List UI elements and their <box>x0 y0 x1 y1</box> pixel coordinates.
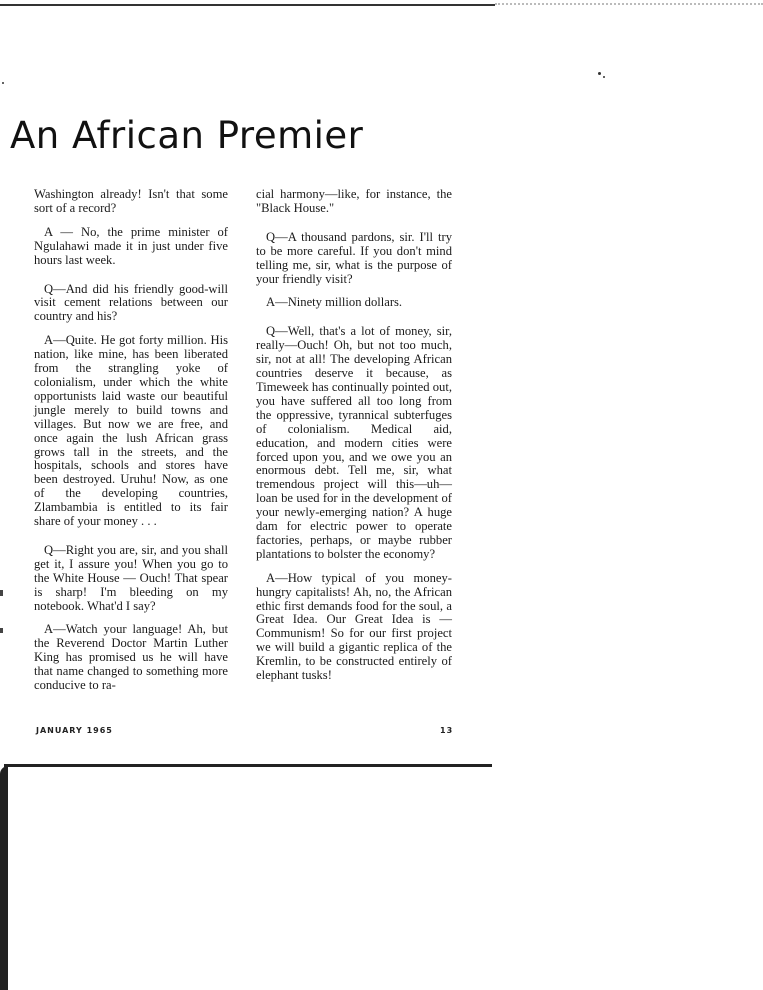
paragraph: A—How typical of you money-hungry capitalists! Ah, no, the African ethic first demands food for the soul, a Great Idea. Our Great Idea is — Communism! So for our first project we will build a gigantic replica of the Kremlin, to be constructed entirely of elephant tusks! <box>256 570 452 683</box>
paragraph: A—Quite. He got forty million. His nation, like mine, has been liberated from the strangling yoke of colonialism, under which the white opportunists laid waste our beautiful jungle merely to build towns and villages. But now we are free, and once again the lush African grass grows tall in the streets, and the hospitals, schools and stores have been destroyed. Uruhu! Now, as one of the developing countries, Zlambambia is entitled to its fair share of your money . . . <box>34 333 228 529</box>
scan-edge-mark <box>0 590 3 596</box>
paragraph: cial harmony—like, for instance, the "Black House." <box>256 187 452 215</box>
article-title: An African Premier <box>10 114 364 157</box>
bottom-rule <box>4 764 492 767</box>
paragraph: A — No, the prime minister of Ngulahawi made it in just under five hours last week. <box>34 224 228 267</box>
page-number: 13 <box>440 726 454 735</box>
scan-speck <box>603 76 605 78</box>
issue-date: JANUARY 1965 <box>36 726 113 735</box>
paragraph: Q—A thousand pardons, sir. I'll try to be more careful. If you don't mind telling me, sir, what is the purpose of your friendly visit? <box>256 229 452 286</box>
scan-edge-mark <box>0 628 3 633</box>
paragraph: Q—And did his friendly good-will visit cement relations between our country and his? <box>34 281 228 324</box>
article-column-right <box>256 188 452 693</box>
scan-speck <box>598 72 601 75</box>
paragraph: Q—Well, that's a lot of money, sir, really—Ouch! Oh, but not too much, sir, not at all! The developing African countries deserve it because, as Timeweek has continually pointed out, you have suffered all too long from the oppressive, tyrannical subterfuges of colonialism. Medical aid, education, and modern cities were forced upon you, and we owe you an enormous debt. Tell me, sir, what tremendous project will this—uh—loan be used for in the development of your newly-emerging nation? A huge dam for electric power to operate factories, perhaps, or maybe rubber plantations to bolster the economy? <box>256 324 452 561</box>
paragraph: A—Ninety million dollars. <box>266 295 403 310</box>
paragraph: Washington already! Isn't that some sort of a record? <box>34 187 228 215</box>
page-edge-shadow <box>0 766 8 990</box>
top-dotted-rule <box>495 3 763 5</box>
scan-speck <box>2 82 4 84</box>
article-column-left <box>34 188 228 703</box>
paragraph: Q—Right you are, sir, and you shall get it, I assure you! When you go to the White House — Ouch! That spear is sharp! I'm bleeding on my notebook. What'd I say? <box>34 542 228 613</box>
top-rule <box>0 4 495 6</box>
paragraph: A—Watch your language! Ah, but the Reverend Doctor Martin Luther King has promised us he will have that name changed to something more conducive to ra- <box>34 622 228 693</box>
